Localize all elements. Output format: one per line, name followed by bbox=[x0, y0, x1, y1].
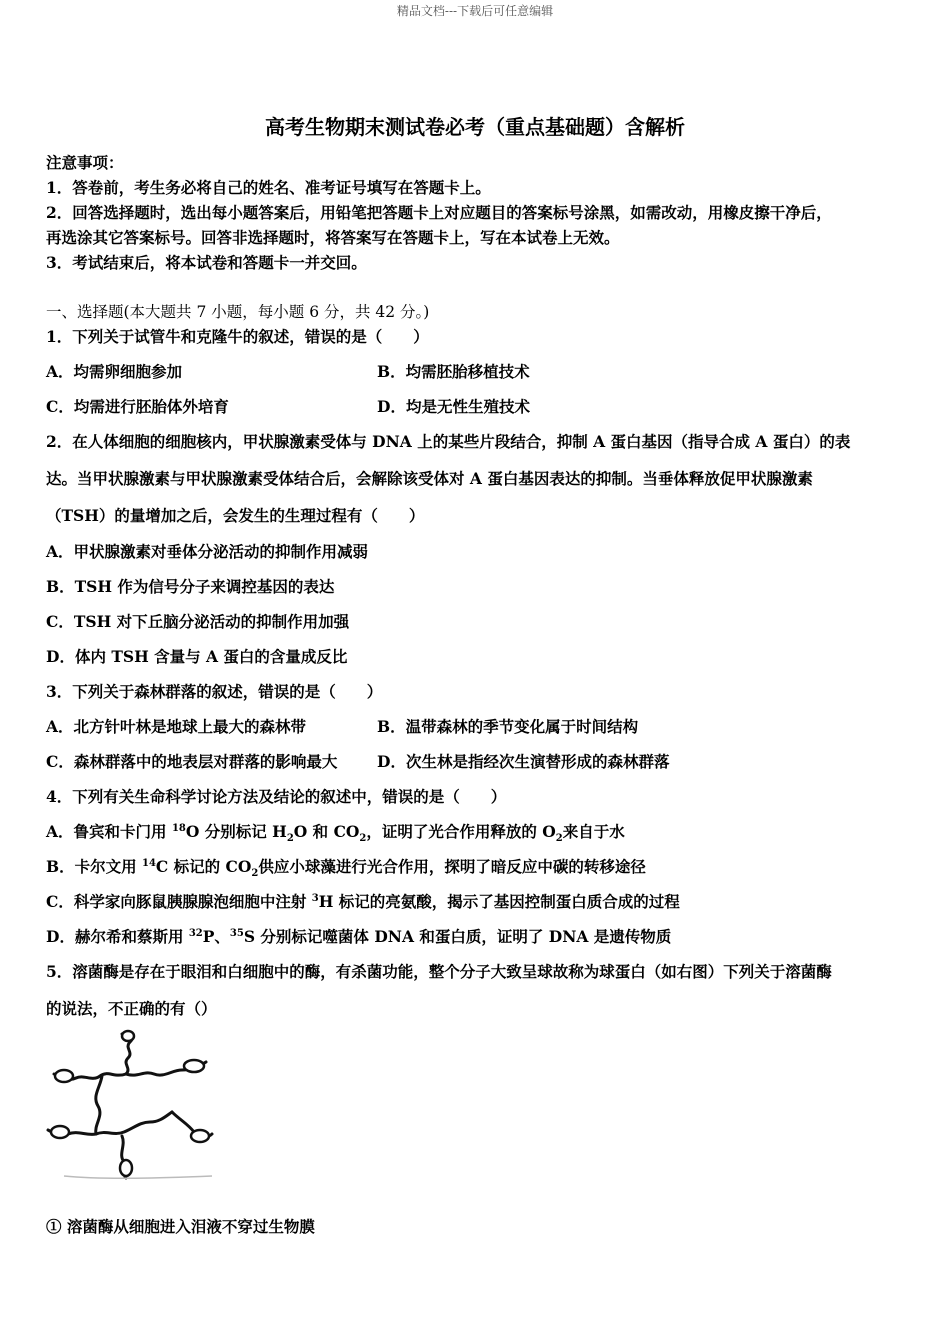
q3-option-a: A．北方针叶林是地球上最大的森林带 bbox=[46, 717, 307, 736]
q5-item-1: ① 溶菌酶从细胞进入泪液不穿过生物膜 bbox=[46, 1217, 315, 1236]
q5-stem-2: 的说法，不正确的有（） bbox=[46, 999, 217, 1018]
q4-c-t1: C．科学家向豚鼠胰腺腺泡细胞中注射 bbox=[46, 892, 312, 911]
q1-option-a-text: A．均需卵细胞参加 bbox=[46, 362, 183, 381]
q4-c-sup: 3 bbox=[311, 892, 319, 904]
q4-option-c bbox=[46, 892, 680, 912]
q2-stem-1: 2．在人体细胞的细胞核内，甲状腺激素受体与 DNA 上的某些片段结合，抑制 A 蛋白基因（指导合成 A 蛋白）的表 bbox=[46, 432, 851, 451]
q2-stem-2: 达。当甲状腺激素与甲状腺激素受体结合后，会解除该受体对 A 蛋白基因表达的抑制。当垂体释放促甲状腺激素 bbox=[46, 469, 813, 488]
q4-a-sub2: 2 bbox=[359, 833, 367, 845]
q4-stem: 4．下列有关生命科学讨论方法及结论的叙述中，错误的是（ ） bbox=[46, 787, 507, 806]
q4-option-a bbox=[46, 822, 625, 845]
notice-item-3: 3．考试结束后，将本试卷和答题卡一并交回。 bbox=[46, 253, 367, 272]
notice-item-1: 1．答卷前，考生务必将自己的姓名、准考证号填写在答题卡上。 bbox=[46, 178, 491, 197]
section-heading: 一、选择题(本大题共 7 小题，每小题 6 分，共 42 分。) bbox=[46, 303, 430, 321]
q4-b-t3: 供应小球藻进行光合作用，探明了暗反应中碳的转移途径 bbox=[258, 857, 646, 876]
q3-row-1 bbox=[46, 717, 639, 737]
q1-option-d-text: D．均是无性生殖技术 bbox=[377, 397, 530, 416]
q4-c-t2: H 标记的亮氨酸，揭示了基因控制蛋白质合成的过程 bbox=[318, 892, 680, 911]
q1-option-b-text: B．均需胚胎移植技术 bbox=[377, 362, 530, 381]
q2-option-c: C．TSH 对下丘脑分泌活动的抑制作用加强 bbox=[46, 612, 350, 631]
q4-d-sup2: 35 bbox=[229, 927, 244, 939]
q2-option-b: B．TSH 作为信号分子来调控基因的表达 bbox=[46, 577, 335, 596]
q4-b-sub: 2 bbox=[251, 868, 259, 880]
q5-stem-1: 5．溶菌酶是存在于眼泪和白细胞中的酶，有杀菌功能，整个分子大致呈球故称为球蛋白（如右图）下列关于溶菌酶 bbox=[46, 962, 832, 981]
q4-a-t2: O 分别标记 H bbox=[185, 822, 287, 841]
q4-d-t3: S 分别标记噬菌体 DNA 和蛋白质，证明了 DNA 是遗传物质 bbox=[243, 927, 672, 946]
q4-b-sup: 14 bbox=[142, 857, 156, 869]
q4-d-t2: P、 bbox=[202, 927, 230, 946]
q4-option-d bbox=[46, 927, 671, 947]
q1-option-c bbox=[46, 397, 530, 417]
q1-stem: 1．下列关于试管牛和克隆牛的叙述，错误的是（ ） bbox=[46, 327, 429, 346]
q2-stem-3: （TSH）的量增加之后，会发生的生理过程有（ ） bbox=[46, 506, 425, 525]
q3-option-b: B．温带森林的季节变化属于时间结构 bbox=[377, 717, 639, 736]
q1-option-a bbox=[46, 362, 530, 382]
q4-d-sup1: 32 bbox=[188, 927, 203, 939]
q4-a-t3: O 和 CO bbox=[293, 822, 360, 841]
q4-a-sup: 18 bbox=[171, 822, 186, 834]
lysozyme-figure bbox=[44, 1026, 216, 1184]
notice-item-2: 2．回答选择题时，选出每小题答案后，用铅笔把答题卡上对应题目的答案标号涂黑，如需改动，用橡皮擦干净后， bbox=[46, 203, 832, 222]
q2-option-d: D．体内 TSH 含量与 A 蛋白的含量成反比 bbox=[46, 647, 348, 666]
q4-b-t2: C 标记的 CO bbox=[155, 857, 252, 876]
q3-stem: 3．下列关于森林群落的叙述，错误的是（ ） bbox=[46, 682, 383, 701]
q4-d-t1: D．赫尔希和蔡斯用 bbox=[46, 927, 189, 946]
q4-option-b bbox=[46, 857, 646, 880]
q1-option-c-text: C．均需进行胚胎体外培育 bbox=[46, 397, 229, 416]
q3-option-d: D．次生林是指经次生演替形成的森林群落 bbox=[377, 752, 670, 771]
page-title: 高考生物期末测试卷必考（重点基础题）含解析 bbox=[265, 115, 685, 139]
q4-b-t1: B．卡尔文用 bbox=[46, 857, 142, 876]
q4-a-t5: 来自于水 bbox=[562, 822, 625, 841]
q3-row-2 bbox=[46, 752, 670, 772]
notice-heading: 注意事项： bbox=[46, 153, 124, 172]
q3-option-c: C．森林群落中的地表层对群落的影响最大 bbox=[46, 752, 338, 771]
notice-item-2-cont: 再选涂其它答案标号。回答非选择题时，将答案写在答题卡上，写在本试卷上无效。 bbox=[46, 228, 620, 247]
q2-option-a: A．甲状腺激素对垂体分泌活动的抑制作用减弱 bbox=[46, 542, 369, 561]
q4-a-t4: ，证明了光合作用释放的 O bbox=[366, 822, 556, 841]
q4-a-sub1: 2 bbox=[286, 833, 294, 845]
q4-a-sub3: 2 bbox=[555, 833, 563, 845]
header-note: 精品文档---下载后可任意编辑 bbox=[396, 4, 554, 18]
q4-a-t1: A．鲁宾和卡门用 bbox=[46, 822, 172, 841]
